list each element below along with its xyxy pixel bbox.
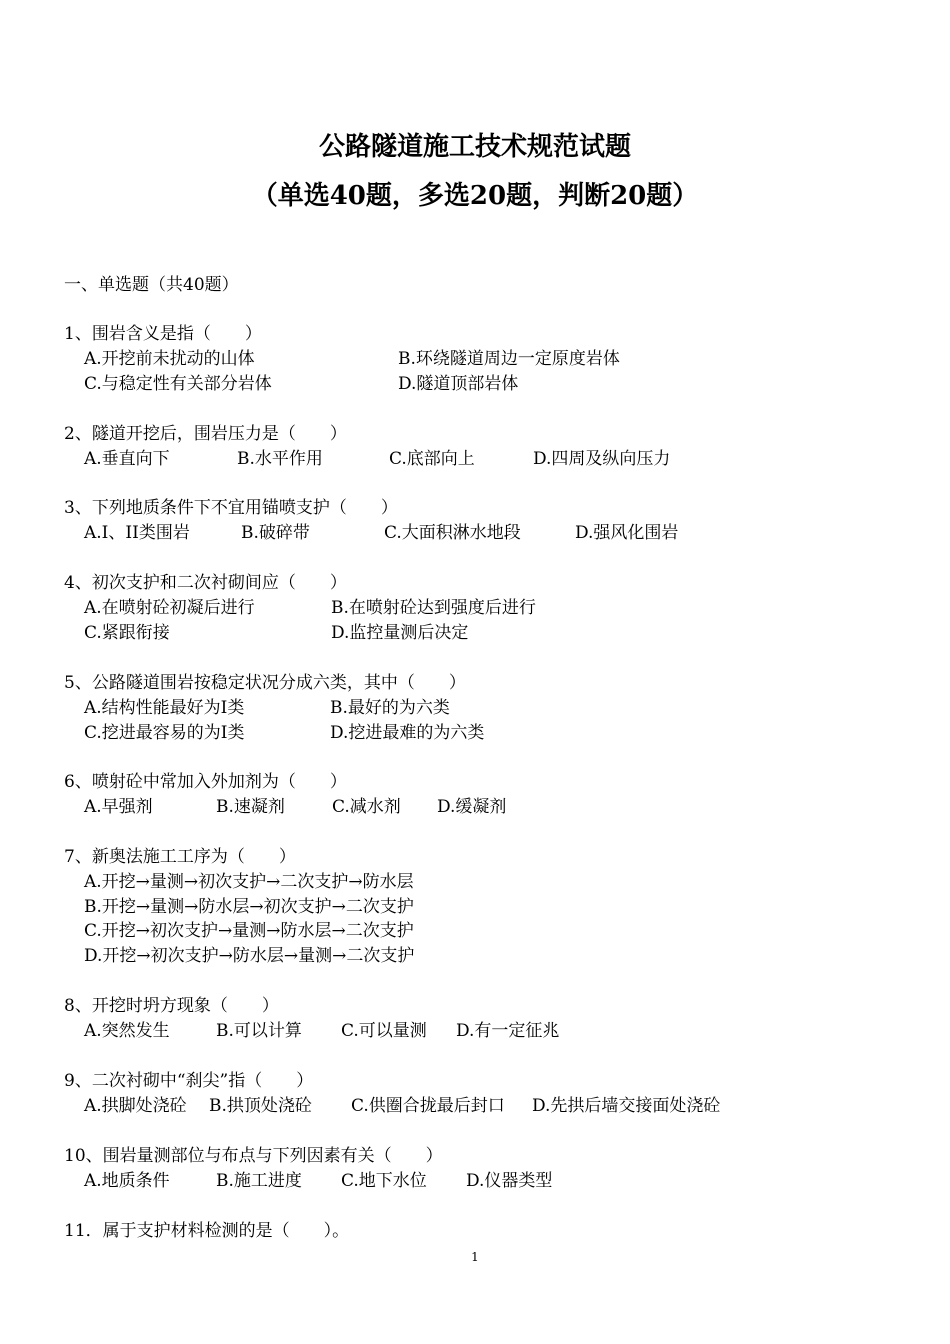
question-2-stem: 2、隧道开挖后，围岩压力是（ ） [64, 424, 347, 444]
question-6-stem: 6、喷射砼中常加入外加剂为（ ） [64, 772, 347, 792]
question-6-option-c: C.减水剂 [332, 797, 401, 817]
question-11-stem: 11．属于支护材料检测的是（ ）。 [64, 1221, 350, 1241]
question-9-option-a: A.拱脚处浇砼 [84, 1096, 187, 1116]
question-4-option-c: C.紧跟衔接 [84, 623, 170, 643]
question-6-option-b: B.速凝剂 [216, 797, 285, 817]
question-9-stem: 9、二次衬砌中“刹尖”指（ ） [64, 1071, 314, 1091]
question-2-option-c: C.底部向上 [389, 449, 475, 469]
question-4-stem: 4、初次支护和二次衬砌间应（ ） [64, 573, 347, 593]
question-10-option-c: C.地下水位 [341, 1171, 427, 1191]
question-5-stem: 5、公路隧道围岩按稳定状况分成六类，其中（ ） [64, 673, 466, 693]
question-8-option-d: D.有一定征兆 [456, 1021, 560, 1041]
question-8-option-a: A.突然发生 [84, 1021, 170, 1041]
question-1-option-c: C.与稳定性有关部分岩体 [84, 374, 272, 394]
question-3-option-a: A.I、II类围岩 [84, 523, 190, 543]
question-1-stem: 1、围岩含义是指（ ） [64, 324, 262, 344]
document-subtitle: （单选40题，多选20题，判断20题） [251, 181, 699, 211]
question-3-stem: 3、下列地质条件下不宜用锚喷支护（ ） [64, 498, 398, 518]
question-10-option-d: D.仪器类型 [466, 1171, 553, 1191]
question-8-option-c: C.可以量测 [341, 1021, 427, 1041]
document-title: 公路隧道施工技术规范试题 [318, 132, 631, 162]
section-heading: 一、单选题（共40题） [64, 275, 239, 295]
page-number: 1 [471, 1250, 479, 1264]
question-7-option-a: A.开挖→量测→初次支护→二次支护→防水层 [84, 872, 414, 892]
question-6-option-a: A.早强剂 [84, 797, 153, 817]
question-7-stem: 7、新奥法施工工序为（ ） [64, 847, 296, 867]
question-10-option-b: B.施工进度 [216, 1171, 302, 1191]
question-7-option-c: C.开挖→初次支护→量测→防水层→二次支护 [84, 921, 414, 941]
question-7-option-d: D.开挖→初次支护→防水层→量测→二次支护 [84, 946, 415, 966]
question-6-option-d: D.缓凝剂 [437, 797, 507, 817]
question-2-option-a: A.垂直向下 [84, 449, 170, 469]
question-2-option-b: B.水平作用 [237, 449, 323, 469]
question-7-option-b: B.开挖→量测→防水层→初次支护→二次支护 [84, 897, 414, 917]
question-5-option-a: A.结构性能最好为I类 [84, 698, 245, 718]
question-5-option-c: C.挖进最容易的为I类 [84, 723, 245, 743]
question-5-option-b: B.最好的为六类 [330, 698, 450, 718]
question-5-option-d: D.挖进最难的为六类 [330, 723, 485, 743]
question-10-option-a: A.地质条件 [84, 1171, 170, 1191]
question-3-option-c: C.大面积淋水地段 [384, 523, 521, 543]
question-9-option-b: B.拱顶处浇砼 [209, 1096, 312, 1116]
question-8-stem: 8、开挖时坍方现象（ ） [64, 996, 279, 1016]
question-10-stem: 10、围岩量测部位与布点与下列因素有关（ ） [64, 1146, 443, 1166]
question-4-option-d: D.监控量测后决定 [331, 623, 469, 643]
question-9-option-d: D.先拱后墙交接面处浇砼 [532, 1096, 721, 1116]
question-4-option-b: B.在喷射砼达到强度后进行 [331, 598, 536, 618]
question-3-option-d: D.强风化围岩 [575, 523, 679, 543]
question-1-option-a: A.开挖前未扰动的山体 [84, 349, 255, 369]
question-2-option-d: D.四周及纵向压力 [533, 449, 671, 469]
question-1-option-b: B.环绕隧道周边一定原度岩体 [398, 349, 620, 369]
question-8-option-b: B.可以计算 [216, 1021, 302, 1041]
question-3-option-b: B.破碎带 [241, 523, 310, 543]
question-4-option-a: A.在喷射砼初凝后进行 [84, 598, 255, 618]
question-9-option-c: C.供圈合拢最后封口 [351, 1096, 505, 1116]
question-1-option-d: D.隧道顶部岩体 [398, 374, 519, 394]
